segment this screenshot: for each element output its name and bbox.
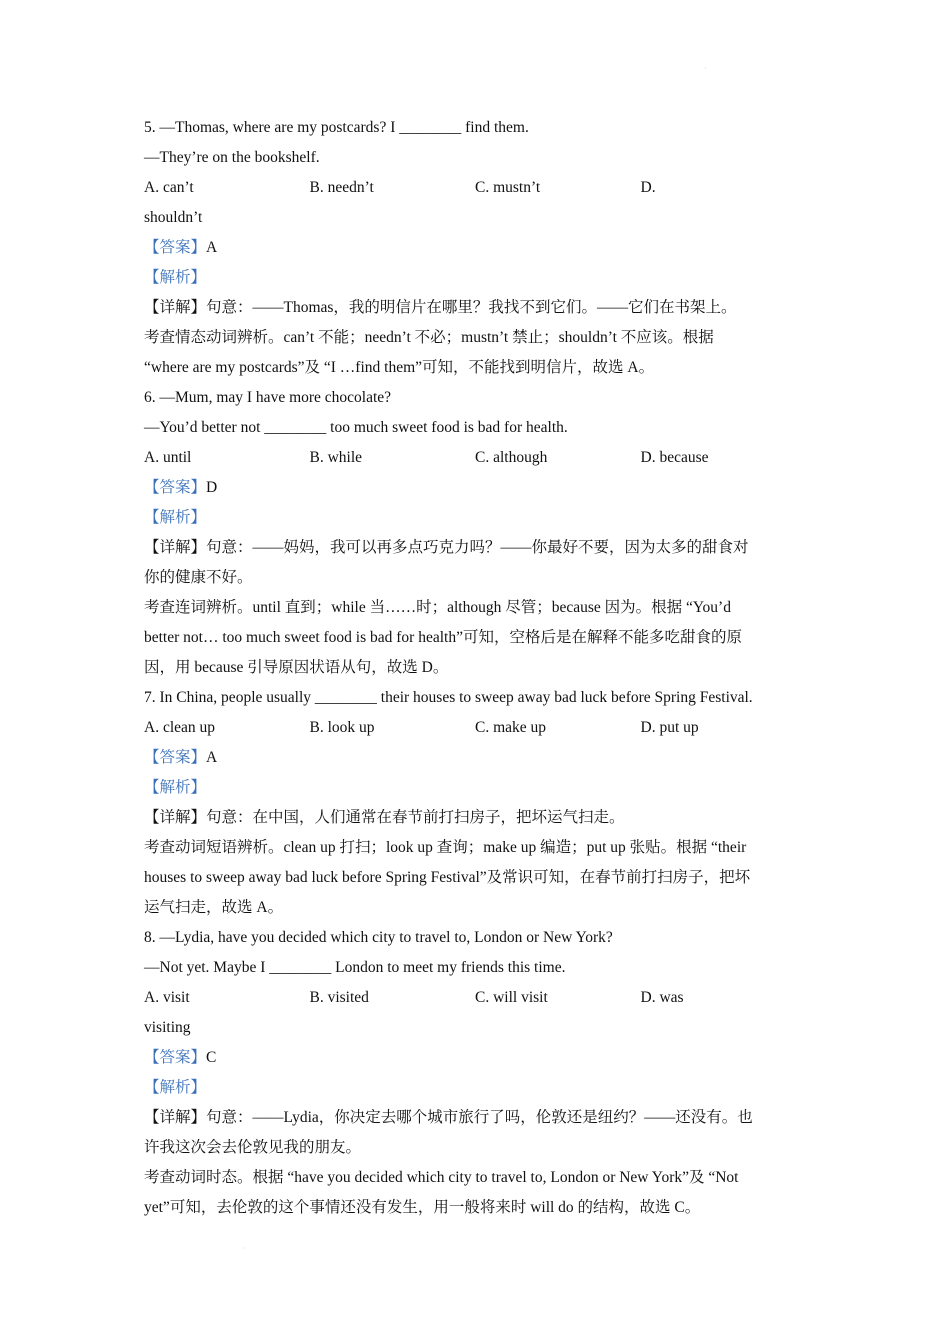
detail-line: 考查动词时态。根据 “have you decided which city to travel to, London or New York”及 “Not	[144, 1169, 739, 1186]
option-d: D. was	[640, 989, 684, 1006]
option-a: A. clean up	[144, 719, 216, 736]
question-stem: 8. —Lydia, have you decided which city to travel to, London or New York?	[144, 929, 613, 946]
detail-line: 运气扫走，故选 A。	[144, 899, 284, 916]
answer-value: C	[206, 1049, 217, 1066]
answer-label: 【答案】	[144, 749, 207, 766]
option-c: C. will visit	[475, 989, 548, 1006]
detail-line: yet”可知，去伦敦的这个事情还没有发生，用一般将来时 will do 的结构，故选 C。	[144, 1199, 701, 1216]
detail-line: houses to sweep away bad luck before Spring Festival”及常识可知，在春节前打扫房子，把坏	[144, 869, 751, 886]
analysis-label: 【解析】	[144, 779, 207, 796]
detail-line: 许我这次会去伦敦见我的朋友。	[144, 1139, 362, 1156]
option-a: A. can’t	[144, 179, 194, 196]
question-8	[144, 923, 806, 1223]
question-stem: 5. —Thomas, where are my postcards? I ________ find them.	[144, 119, 529, 136]
detail-line: 考查情态动词辨析。can’t 不能；needn’t 不必；mustn’t 禁止；shouldn’t 不应该。根据	[144, 329, 714, 346]
answer-label: 【答案】	[144, 239, 207, 256]
detail-line: 你的健康不好。	[144, 569, 253, 586]
answer-line	[144, 233, 806, 263]
question-stem: 7. In China, people usually ________ their houses to sweep away bad luck before Spring Festival.	[144, 689, 753, 706]
answer-line	[144, 473, 806, 503]
option-b: B. needn’t	[309, 179, 374, 196]
answer-value: D	[206, 479, 218, 496]
question-stem: —You’d better not ________ too much sweet food is bad for health.	[144, 419, 568, 436]
detail-line: 因，用 because 引导原因状语从句，故选 D。	[144, 659, 449, 676]
detail-line: 考查动词短语辨析。clean up 打扫；look up 查询；make up 编造；put up 张贴。根据 “their	[144, 839, 747, 856]
detail-line: 【详解】句意：——Lydia，你决定去哪个城市旅行了吗，伦敦还是纽约？——还没有。也	[144, 1109, 753, 1126]
detail-line: “where are my postcards”及 “I …find them”可知，不能找到明信片，故选 A。	[144, 359, 655, 376]
options-row	[144, 443, 806, 473]
detail-line: 考查连词辨析。until 直到；while 当……时；although 尽管；because 因为。根据 “You’d	[144, 599, 731, 616]
speck-mark: ·	[704, 64, 707, 73]
answer-value: A	[206, 239, 218, 256]
options-row	[144, 713, 806, 743]
detail-line: 【详解】句意：——妈妈，我可以再多点巧克力吗？——你最好不要，因为太多的甜食对	[144, 539, 749, 556]
option-a: A. until	[144, 449, 192, 466]
question-list	[144, 113, 806, 1223]
answer-label: 【答案】	[144, 479, 207, 496]
analysis-label: 【解析】	[144, 1079, 207, 1096]
option-d: D. because	[640, 449, 709, 466]
option-d-overflow: visiting	[144, 1019, 191, 1036]
answer-line	[144, 1043, 806, 1073]
analysis-label: 【解析】	[144, 269, 207, 286]
analysis-label: 【解析】	[144, 509, 207, 526]
answer-label: 【答案】	[144, 1049, 207, 1066]
question-stem: 6. —Mum, may I have more chocolate?	[144, 389, 392, 406]
question-stem: —Not yet. Maybe I ________ London to meet my friends this time.	[144, 959, 566, 976]
option-b: B. visited	[309, 989, 369, 1006]
option-c: C. make up	[475, 719, 547, 736]
question-5	[144, 113, 806, 383]
option-b: B. look up	[309, 719, 375, 736]
question-6	[144, 383, 806, 683]
option-d-overflow: shouldn’t	[144, 209, 203, 226]
answer-value: A	[206, 749, 218, 766]
option-d: D.	[640, 179, 656, 196]
option-c: C. although	[475, 449, 548, 466]
speck-mark: ·	[243, 1244, 246, 1253]
detail-line: better not… too much sweet food is bad for health”可知，空格后是在解释不能多吃甜食的原	[144, 629, 742, 646]
option-d: D. put up	[640, 719, 699, 736]
detail-line: 【详解】句意：——Thomas，我的明信片在哪里？我找不到它们。——它们在书架上。	[144, 299, 737, 316]
option-b: B. while	[309, 449, 363, 466]
answer-line	[144, 743, 806, 773]
option-a: A. visit	[144, 989, 190, 1006]
options-row	[144, 983, 806, 1013]
option-c: C. mustn’t	[475, 179, 541, 196]
question-7	[144, 683, 806, 923]
detail-line: 【详解】句意：在中国，人们通常在春节前打扫房子，把坏运气扫走。	[144, 809, 625, 826]
question-stem: —They’re on the bookshelf.	[144, 149, 320, 166]
options-row	[144, 173, 806, 203]
